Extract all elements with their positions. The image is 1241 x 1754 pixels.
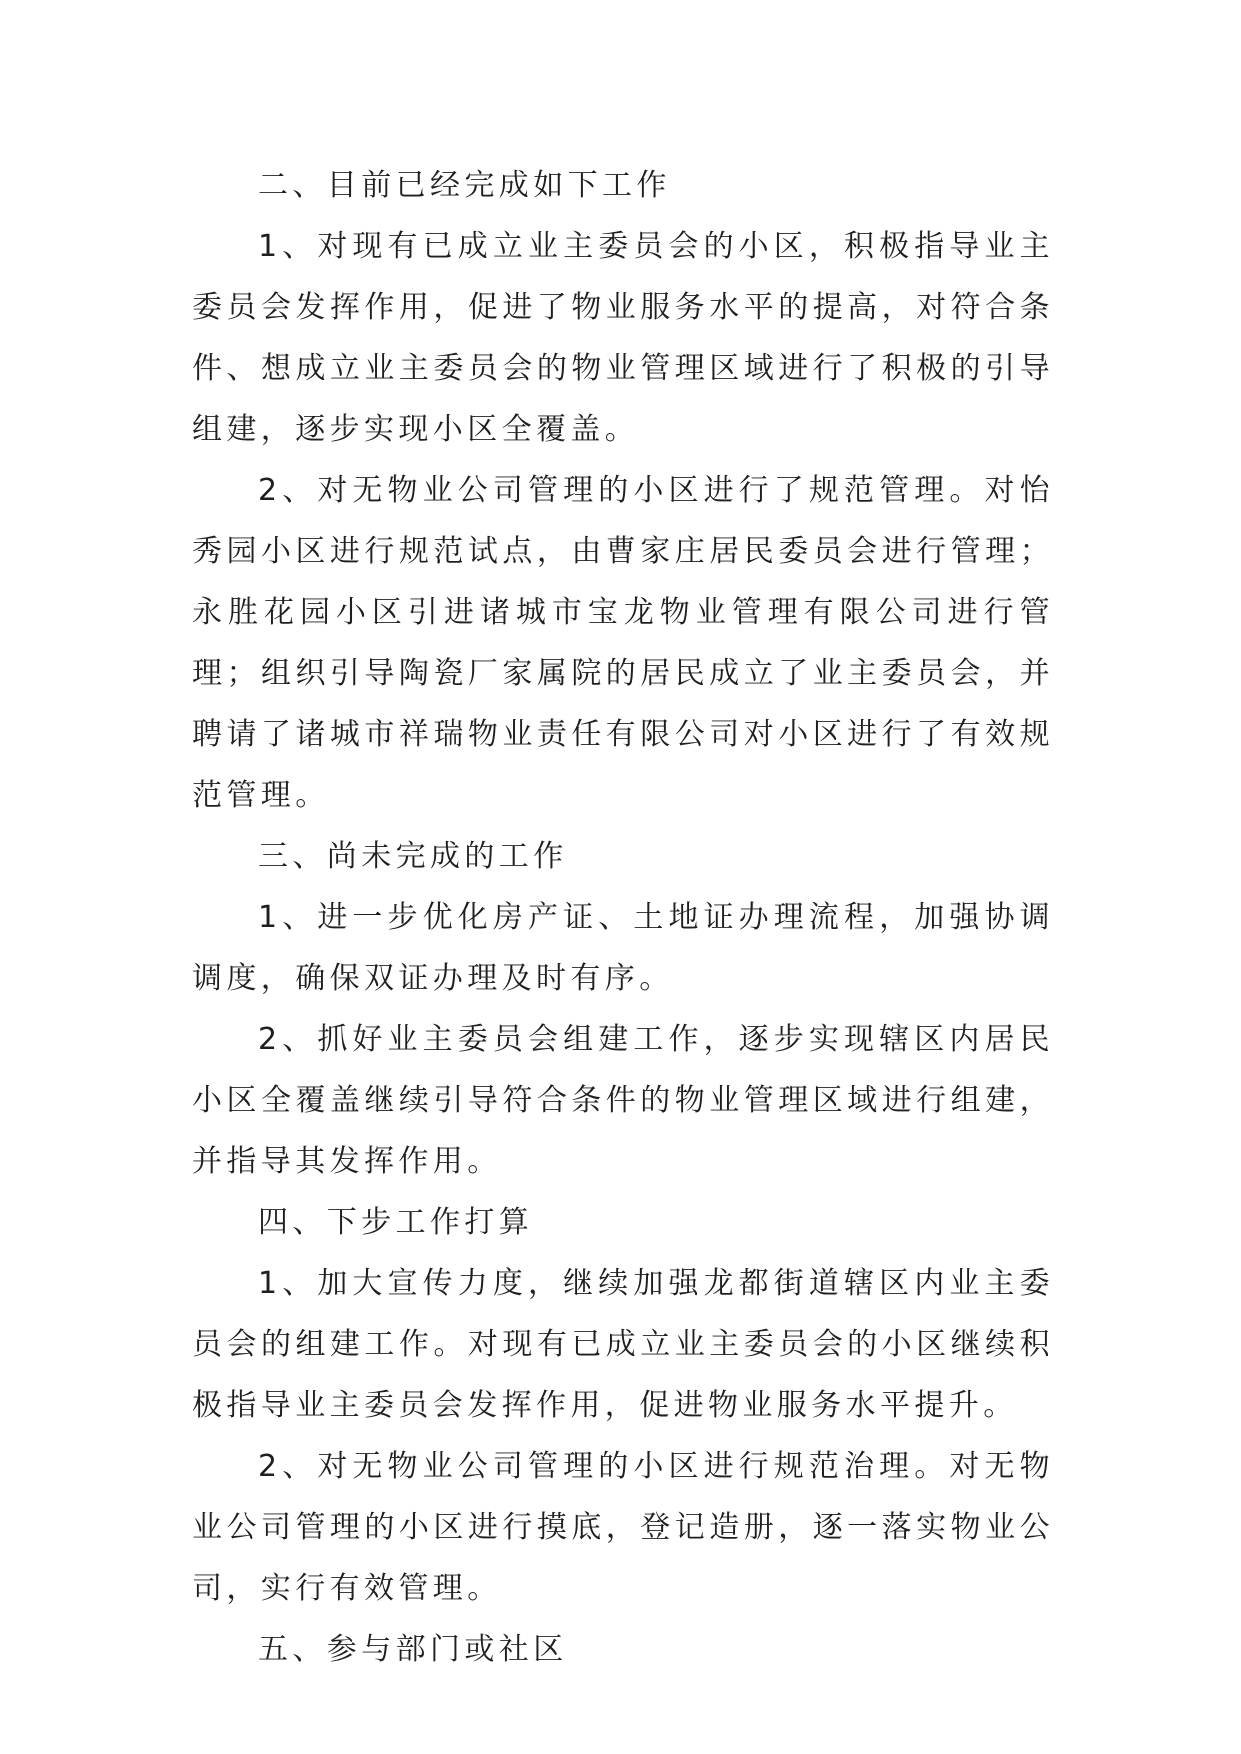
next-step-item-1: 1、加大宣传力度，继续加强龙都街道辖区内业主委员会的组建工作。对现有已成立业主委员会的小区继续积极指导业主委员会发挥作用，促进物业服务水平提升。 [192, 1266, 1054, 1423]
unfinished-item-1: 1、进一步优化房产证、土地证办理流程，加强协调调度，确保双证办理及时有序。 [192, 900, 1054, 996]
document-body [192, 155, 1054, 1680]
completed-item-1: 1、对现有已成立业主委员会的小区，积极指导业主委员会发挥作用，促进了物业服务水平的提高，对符合条件、想成立业主委员会的物业管理区域进行了积极的引导组建，逐步实现小区全覆盖。 [192, 229, 1054, 447]
completed-item-2: 2、对无物业公司管理的小区进行了规范管理。对怡秀园小区进行规范试点，由曹家庄居民委员会进行管理；永胜花园小区引进诸城市宝龙物业管理有限公司进行管理；组织引导陶瓷厂家属院的居民成立了业主委员会，并聘请了诸城市祥瑞物业责任有限公司对小区进行了有效规范管理。 [192, 473, 1054, 813]
section-heading-participants: 五、参与部门或社区 [258, 1632, 568, 1667]
section-heading-unfinished-work: 三、尚未完成的工作 [258, 839, 568, 874]
unfinished-item-2: 2、抓好业主委员会组建工作，逐步实现辖区内居民小区全覆盖继续引导符合条件的物业管理区域进行组建，并指导其发挥作用。 [192, 1022, 1054, 1179]
section-heading-completed-work: 二、目前已经完成如下工作 [258, 168, 671, 203]
section-heading-next-steps: 四、下步工作打算 [258, 1205, 534, 1240]
next-step-item-2: 2、对无物业公司管理的小区进行规范治理。对无物业公司管理的小区进行摸底，登记造册，逐一落实物业公司，实行有效管理。 [192, 1449, 1054, 1606]
